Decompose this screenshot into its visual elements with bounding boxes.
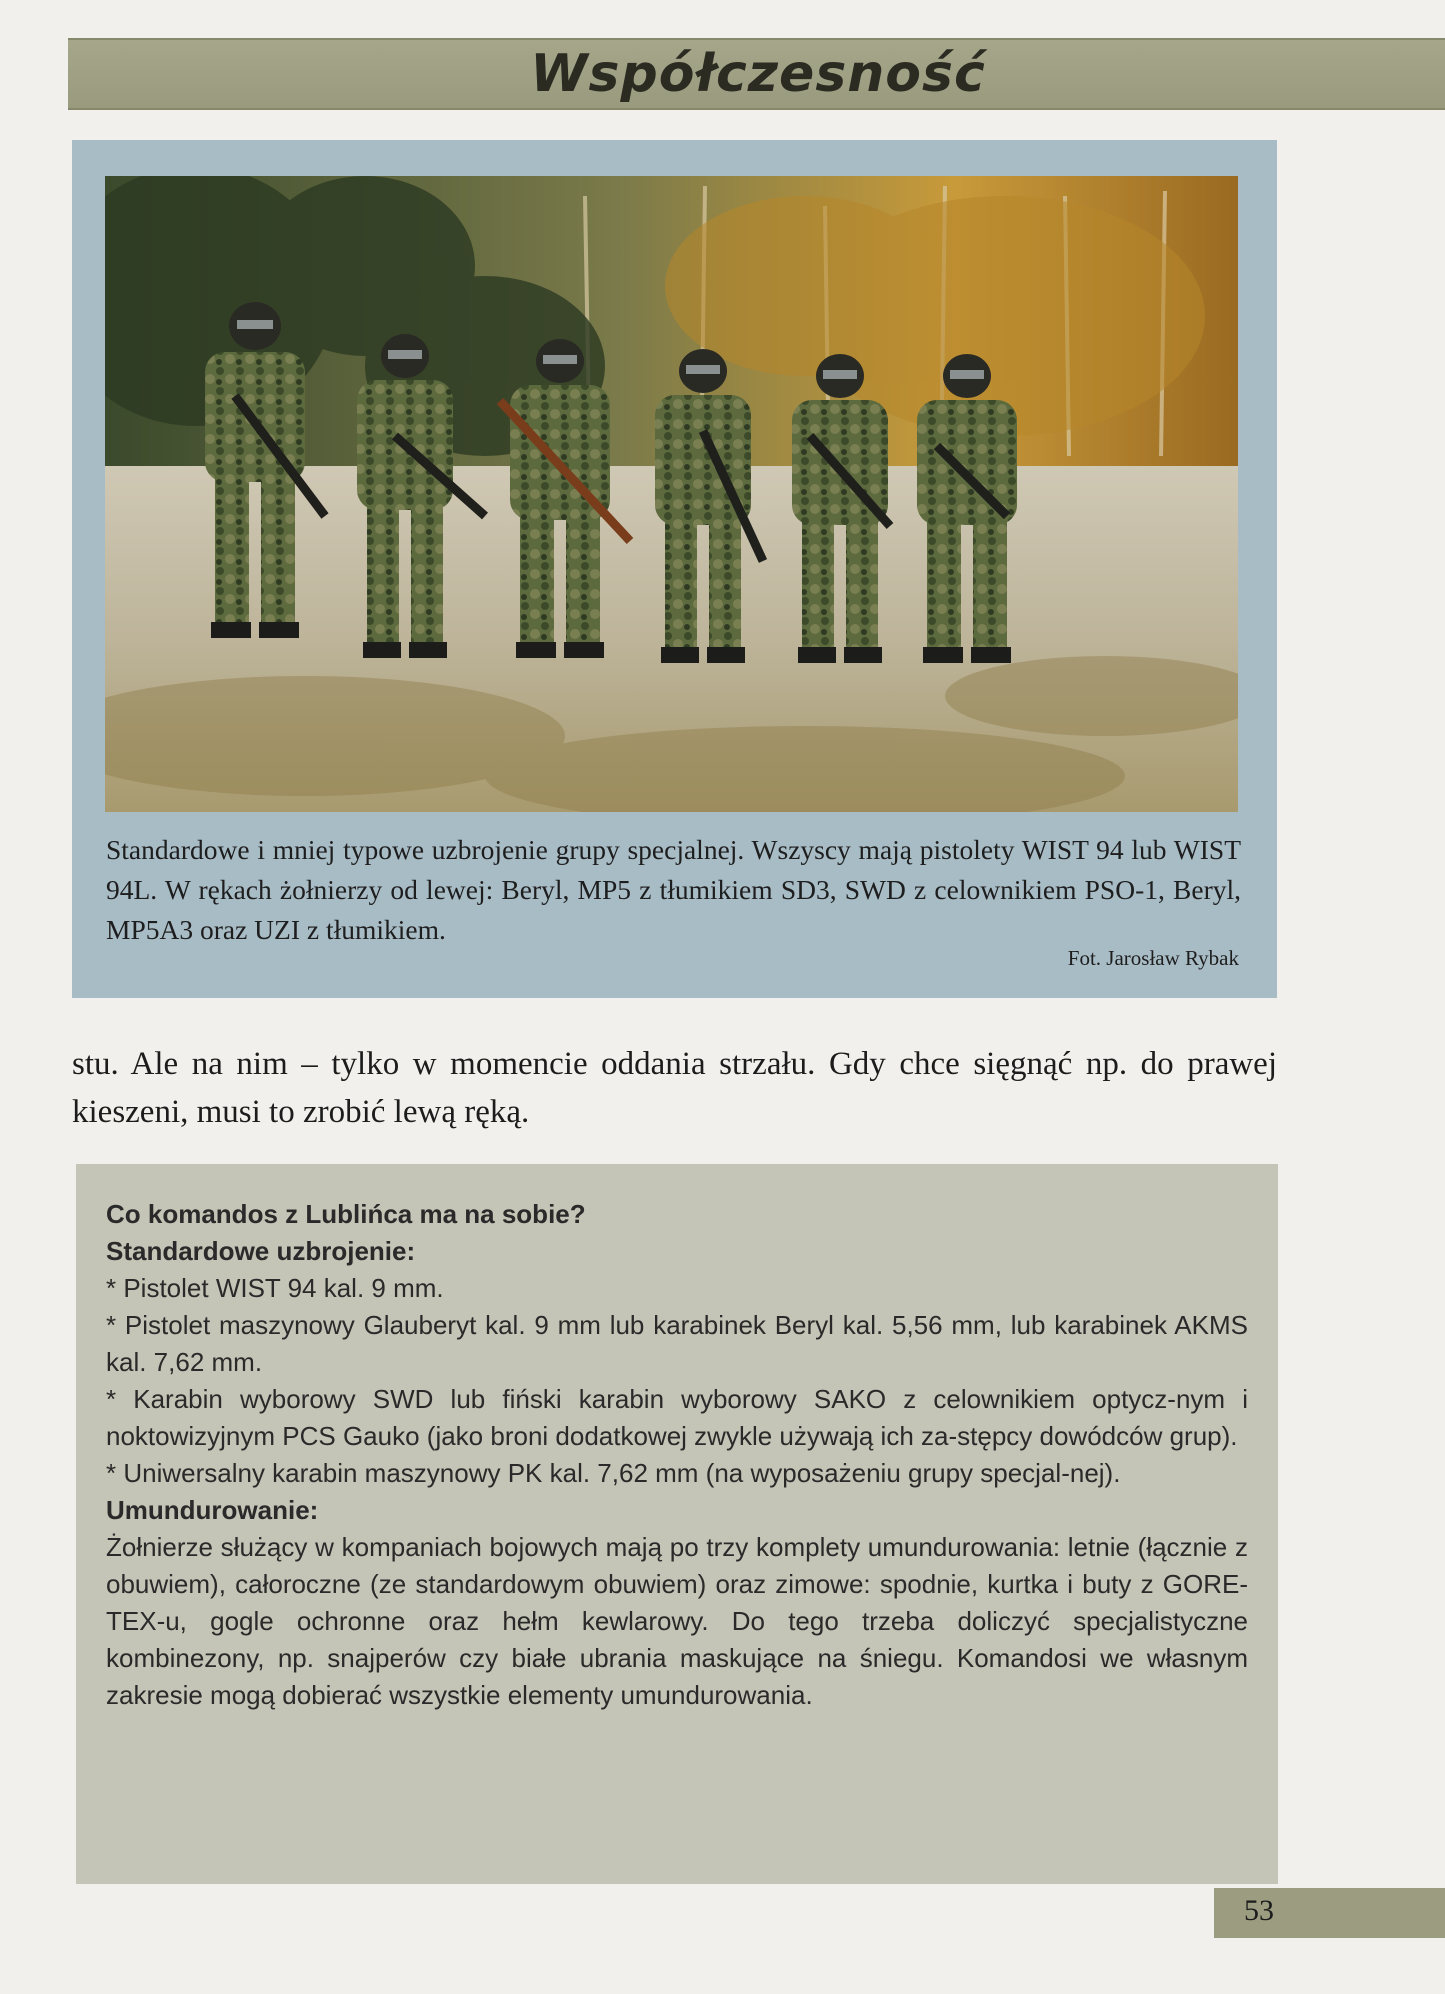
weapon-item: * Pistolet WIST 94 kal. 9 mm. — [106, 1273, 444, 1303]
photo-panel — [72, 140, 1277, 998]
page-number: 53 — [1244, 1894, 1274, 1927]
sidebar-content — [106, 1196, 1248, 1714]
photo-caption: Standardowe i mniej typowe uzbrojenie grupy specjalnej. Wszyscy mają pistolety WIST 94 lub WIST 94L. W rękach żołnierzy od lewej: Beryl, MP5 z tłumikiem SD3, SWD z celownikiem PSO-1, Beryl, MP5A3 oraz UZI z tłumikiem. — [106, 834, 1241, 945]
uniform-text: Żołnierze służący w kompaniach bojowych mają po trzy komplety umundurowania: letnie (łącznie z obuwiem), całoroczne (ze standardowym obuwiem) oraz zimowe: spodnie, kurtka i buty z GORE-TEX-u, gogle ochronne oraz hełm kewlarowy. Do tego trzeba doliczyć specjalistyczne kombinezony, np. snajperów czy białe ubrania maskujące na śniegu. Komandosi we własnym zakresie mogą dobierać wszystkie elementy umundurowania. — [106, 1532, 1248, 1710]
weapon-item: * Karabin wyborowy SWD lub fiński karabin wyborowy SAKO z celownikiem optycz-nym i noktowizyjnym PCS Gauko (jako broni dodatkowej zwykle używają ich za-stępcy dowódców grup). — [106, 1384, 1248, 1451]
weapon-item: * Pistolet maszynowy Glauberyt kal. 9 mm lub karabinek Beryl kal. 5,56 mm, lub karabinek AKMS kal. 7,62 mm. — [106, 1310, 1248, 1377]
chapter-header-bar — [68, 38, 1445, 110]
sidebar-heading: Co komandos z Lublińca ma na sobie? — [106, 1199, 586, 1229]
soldiers-photo-illustration — [105, 176, 1238, 812]
weapon-item: * Uniwersalny karabin maszynowy PK kal. 7,62 mm (na wyposażeniu grupy specjal-nej). — [106, 1458, 1121, 1488]
photo-credit: Fot. Jarosław Rybak — [1067, 946, 1239, 970]
sidebar-box — [76, 1164, 1278, 1884]
uniform-heading: Umundurowanie: — [106, 1495, 319, 1525]
page-number-bar — [1214, 1888, 1445, 1938]
soldiers-photo — [105, 176, 1238, 812]
chapter-title: Współczesność — [530, 44, 986, 104]
weapons-heading: Standardowe uzbrojenie: — [106, 1236, 416, 1266]
body-paragraph: stu. Ale na nim – tylko w momencie oddania strzału. Gdy chce sięgnąć np. do prawej kieszeni, musi to zrobić lewą ręką. — [72, 1046, 1277, 1130]
